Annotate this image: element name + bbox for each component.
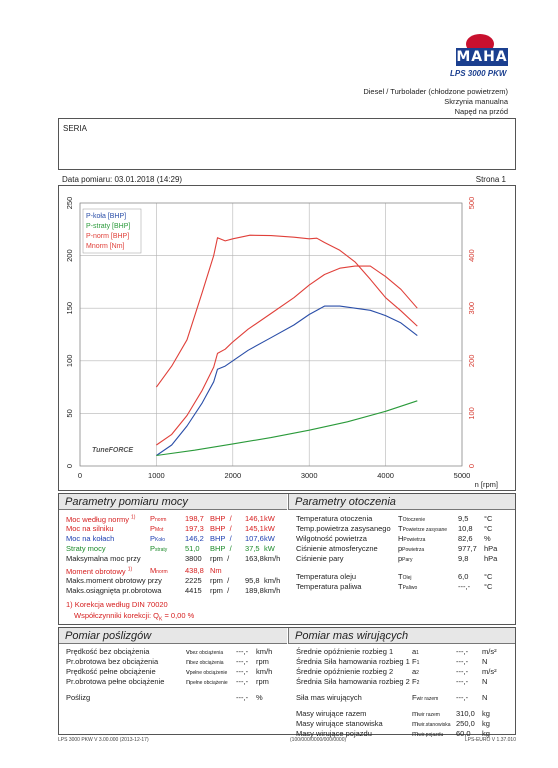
poslizgow-row-value: ---,- [236,647,249,656]
moc-row-unit: BHP / [210,524,232,533]
masy-row-unit: m/s² [482,647,497,656]
masy-row-symbol: F1 [412,657,420,666]
otoczenie-row-symbol: TPowietrze zasysane [398,524,448,533]
moc-row-value-2: 146,1 [245,514,264,523]
x-tick-label: 1000 [148,471,165,480]
poslizgow-row-symbol: nbez obciążenia [186,657,224,666]
masy-row-label: Masy wirujące razem [296,709,367,718]
series-line [156,306,417,455]
moc-row-unit: rpm / [210,554,230,563]
masy-row-symbol: F2 [412,677,420,686]
correction-note: 1) Korekcja według DIN 70020 [66,600,168,609]
poslizgow-row-label: Prędkość bez obciążenia [66,647,150,656]
moc-row-value: 51,0 [185,544,200,553]
x-axis-unit: n [rpm] [474,480,498,489]
masy-row-label: Średnie opóźnienie rozbieg 1 [296,647,394,656]
correction-factor-sub: K [159,616,163,623]
moc-row-value: 4415 [185,586,202,595]
moc-row-symbol: PMot [150,524,164,533]
moc-row-label: Maksymalna moc przy [66,554,141,563]
moc-row-unit-2: km/h [264,586,281,595]
moc-row-unit-2: kW [264,524,275,533]
moc-row-symbol: Mnorm [150,566,168,575]
y-right-tick-label: 400 [467,249,476,262]
x-tick-label: 5000 [453,471,471,480]
moc-row-value: 198,7 [185,514,204,523]
page-number: Strona 1 [475,175,506,184]
otoczenie-row-value: 10,8 [458,524,473,533]
y-left-ticks [65,197,74,468]
poslizgow-row-symbol: vbez obciążenia [186,647,224,656]
poslizgow-row-label: Prędkość pełne obciążenie [66,667,156,676]
moc-row-value-2: 95,8 [245,576,260,585]
masy-row-unit: N [482,677,488,686]
masy-row-symbol: mwir.pojazdu [412,729,444,738]
series-line [156,266,417,445]
poslizgow-section-title: Pomiar poślizgów [59,628,287,644]
vehicle-line-2: Skrzynia manualna [444,97,508,106]
poslizgow-row-unit: rpm [256,657,269,666]
moc-row-value: 438,8 [185,566,204,575]
measure-date: Data pomiaru: 03.01.2018 (14:29) [62,175,183,184]
moc-section-title: Parametry pomiaru mocy [59,494,287,510]
moc-row-label: Moc według normy $^{1)}$ [66,514,136,524]
chart-series [156,235,417,455]
masy-row-value: ---,- [456,647,469,656]
masy-row-symbol: mwir.stanowiska [412,719,451,728]
moc-row-symbol: PKoło [150,534,166,543]
moc-row-value-2: 107,6 [245,534,264,543]
logo-wordmark: MAHA [456,49,508,65]
otoczenie-row-label: Ciśnienie atmosferyczne [296,544,378,553]
vehicle-line-3: Napęd na przód [454,107,508,116]
masy-row-symbol: mwir razem [412,709,440,718]
logo-model: LPS 3000 PKW [450,69,507,78]
masy-row-unit: N [482,657,488,666]
y-right-tick-label: 200 [467,354,476,368]
masy-row-label: Średnia Siła hamowania rozbieg 2 [296,677,410,686]
otoczenie-row-unit: hPa [484,554,498,563]
moc-row-value-2: 189,8 [245,586,264,595]
moc-row-unit-2: kW [264,534,275,543]
masy-row-unit: kg [482,709,490,718]
footer-right: LPS-EURO V 1.37.010 [464,737,516,743]
moc-row-unit-2: km/h [264,554,281,563]
series-line [156,235,417,387]
otoczenie-row-symbol: TPaliwo [398,582,418,591]
masy-row-value: ---,- [456,667,469,676]
y-left-tick-label: 150 [65,301,74,315]
watermark: TuneFORCE [92,447,134,454]
otoczenie-row-label: Temp.powietrza zasysanego [296,524,391,533]
otoczenie-row-symbol: pPowietrza [398,544,425,553]
moc-row-unit: BHP / [210,544,232,553]
poslizgow-row-label: Poślizg [66,693,91,702]
moc-row-label: Maks.moment obrotowy przy [66,576,162,585]
moc-row-unit-2: kW [264,544,275,553]
otoczenie-row-unit: °C [484,572,493,581]
otoczenie-row-label: Ciśnienie pary [296,554,344,563]
footer-left: LPS 3000 PKW V 3.00.000 (2013-12-17) [58,737,149,743]
masy-row-label: Średnia Siła hamowania rozbieg 1 [296,657,410,666]
y-right-tick-label: 0 [467,463,476,469]
poslizgow-row-value: ---,- [236,677,249,686]
otoczenie-row-symbol: pPary [398,554,413,563]
otoczenie-row-label: Temperatura paliwa [296,582,362,591]
poslizgow-row-label: Pr.obrotowa bez obciążenia [66,657,159,666]
x-tick-label: 4000 [377,471,394,480]
masy-row-value: 310,0 [456,709,475,718]
y-left-tick-label: 50 [65,409,74,418]
masy-row-value: 250,0 [456,719,475,728]
moc-row-unit: Nm [210,566,222,575]
y-left-tick-label: 200 [65,249,74,262]
y-right-ticks [467,197,476,468]
otoczenie-row-value: ---,- [458,582,471,591]
correction-factor-value: = 0,00 % [164,611,195,620]
poslizgow-row-unit: km/h [256,667,273,676]
moc-row-value: 197,3 [185,524,204,533]
chart-legend [83,209,141,253]
x-tick-label: 0 [77,471,83,480]
poslizgow-row-label: Pr.obrotowa pełne obciążenie [66,677,165,686]
correction-factor-label: Współczynniki korekcji: Q [74,611,160,620]
seria-label: SERIA [63,124,88,133]
legend-entry: Mnorm [Nm] [86,243,125,250]
masy-row-label: Masy wirujące pojazdu [296,729,372,738]
correction-factor [74,612,194,623]
poslizgow-row-unit: km/h [256,647,273,656]
otoczenie-row-unit: % [484,534,491,543]
poslizgow-row-unit: % [256,693,263,702]
vehicle-line-1: Diesel / Turbolader (chłodzone powietrzem) [363,87,508,96]
masy-row-unit: m/s² [482,667,497,676]
masy-row-label: Masy wirujące stanowiska [296,719,383,728]
legend-entry: P-koła [BHP] [86,213,127,220]
moc-row-unit-2: km/h [264,576,281,585]
y-right-tick-label: 100 [467,407,476,420]
moc-row-value: 2225 [185,576,202,585]
otoczenie-row-value: 9,5 [458,514,469,523]
otoczenie-row-label: Temperatura oleju [296,572,357,581]
moc-row-label: Moment obrotowy $^{1)}$ [66,566,133,576]
moc-row-label: Moc na silniku [66,524,114,533]
moc-row-value: 3800 [185,554,202,563]
otoczenie-row-value: 977,7 [458,544,477,553]
otoczenie-row-value: 6,0 [458,572,469,581]
otoczenie-row-value: 9,8 [458,554,469,563]
masy-row-unit: kg [482,719,490,728]
masy-row-value: 60,0 [456,729,471,738]
x-ticks [78,471,470,480]
otoczenie-row-unit: °C [484,514,493,523]
otoczenie-row-label: Temperatura otoczenia [296,514,373,523]
poslizgow-row-value: ---,- [236,657,249,666]
poslizgow-row-value: ---,- [236,693,249,702]
masy-row-label: Średnie opóźnienie rozbieg 2 [296,667,394,676]
otoczenie-row-symbol: HPowietrza [398,534,426,543]
y-left-tick-label: 250 [65,196,74,210]
masy-row-unit: N [482,693,488,702]
masy-row-symbol: Fwir razem [412,693,439,702]
otoczenie-row-unit: °C [484,524,493,533]
otoczenie-row-unit: °C [484,582,493,591]
otoczenie-row-unit: hPa [484,544,498,553]
moc-row-symbol: Pstraty [150,544,168,553]
masy-row-unit: kg [482,729,490,738]
moc-row-value: 146,2 [185,534,204,543]
legend-entry: P-straty [BHP] [86,223,131,230]
poslizgow-row-unit: rpm [256,677,269,686]
moc-row-unit: rpm / [210,576,230,585]
moc-row-label: Straty mocy [66,544,106,553]
moc-row-unit: BHP / [210,514,232,523]
otoczenie-row-symbol: TOlej [398,572,412,581]
footer-mid: (100/000/0000/000/0000) [290,737,347,743]
y-right-tick-label: 500 [467,196,476,210]
masy-row-symbol: a2 [412,667,419,676]
y-right-tick-label: 300 [467,301,476,315]
masy-row-value: ---,- [456,693,469,702]
poslizgow-row-symbol: npełne obciążenie [186,677,228,686]
legend-entry: P-norm [BHP] [86,233,130,240]
poslizgow-row-value: ---,- [236,667,249,676]
moc-row-label: Moc na kołach [66,534,115,543]
y-left-tick-label: 0 [65,463,74,469]
moc-row-unit: BHP / [210,534,232,543]
moc-row-value-2: 163,8 [245,554,264,563]
moc-row-symbol: Pnorm [150,514,167,523]
otoczenie-row-value: 82,6 [458,534,473,543]
y-left-tick-label: 100 [65,354,74,368]
masy-row-symbol: a1 [412,647,419,656]
masy-row-label: Siła mas wirujących [296,693,362,702]
otoczenie-row-label: Wilgotność powietrza [296,534,367,543]
masy-row-value: ---,- [456,677,469,686]
moc-row-value-2: 37,5 [245,544,260,553]
series-line [156,401,417,456]
moc-row-value-2: 145,1 [245,524,264,533]
masy-row-value: ---,- [456,657,469,666]
poslizgow-row-symbol: vpełne obciążenie [186,667,228,676]
masy-section-title: Pomiar mas wirujących [288,628,515,644]
x-tick-label: 2000 [224,471,242,480]
moc-row-unit: rpm / [210,586,230,595]
x-tick-label: 3000 [300,471,318,480]
moc-row-label: Maks.osiągnięta pr.obrotowa [66,586,162,595]
otoczenie-section-title: Parametry otoczenia [288,494,515,510]
otoczenie-row-symbol: TOtoczenie [398,514,426,523]
moc-row-unit-2: kW [264,514,275,523]
